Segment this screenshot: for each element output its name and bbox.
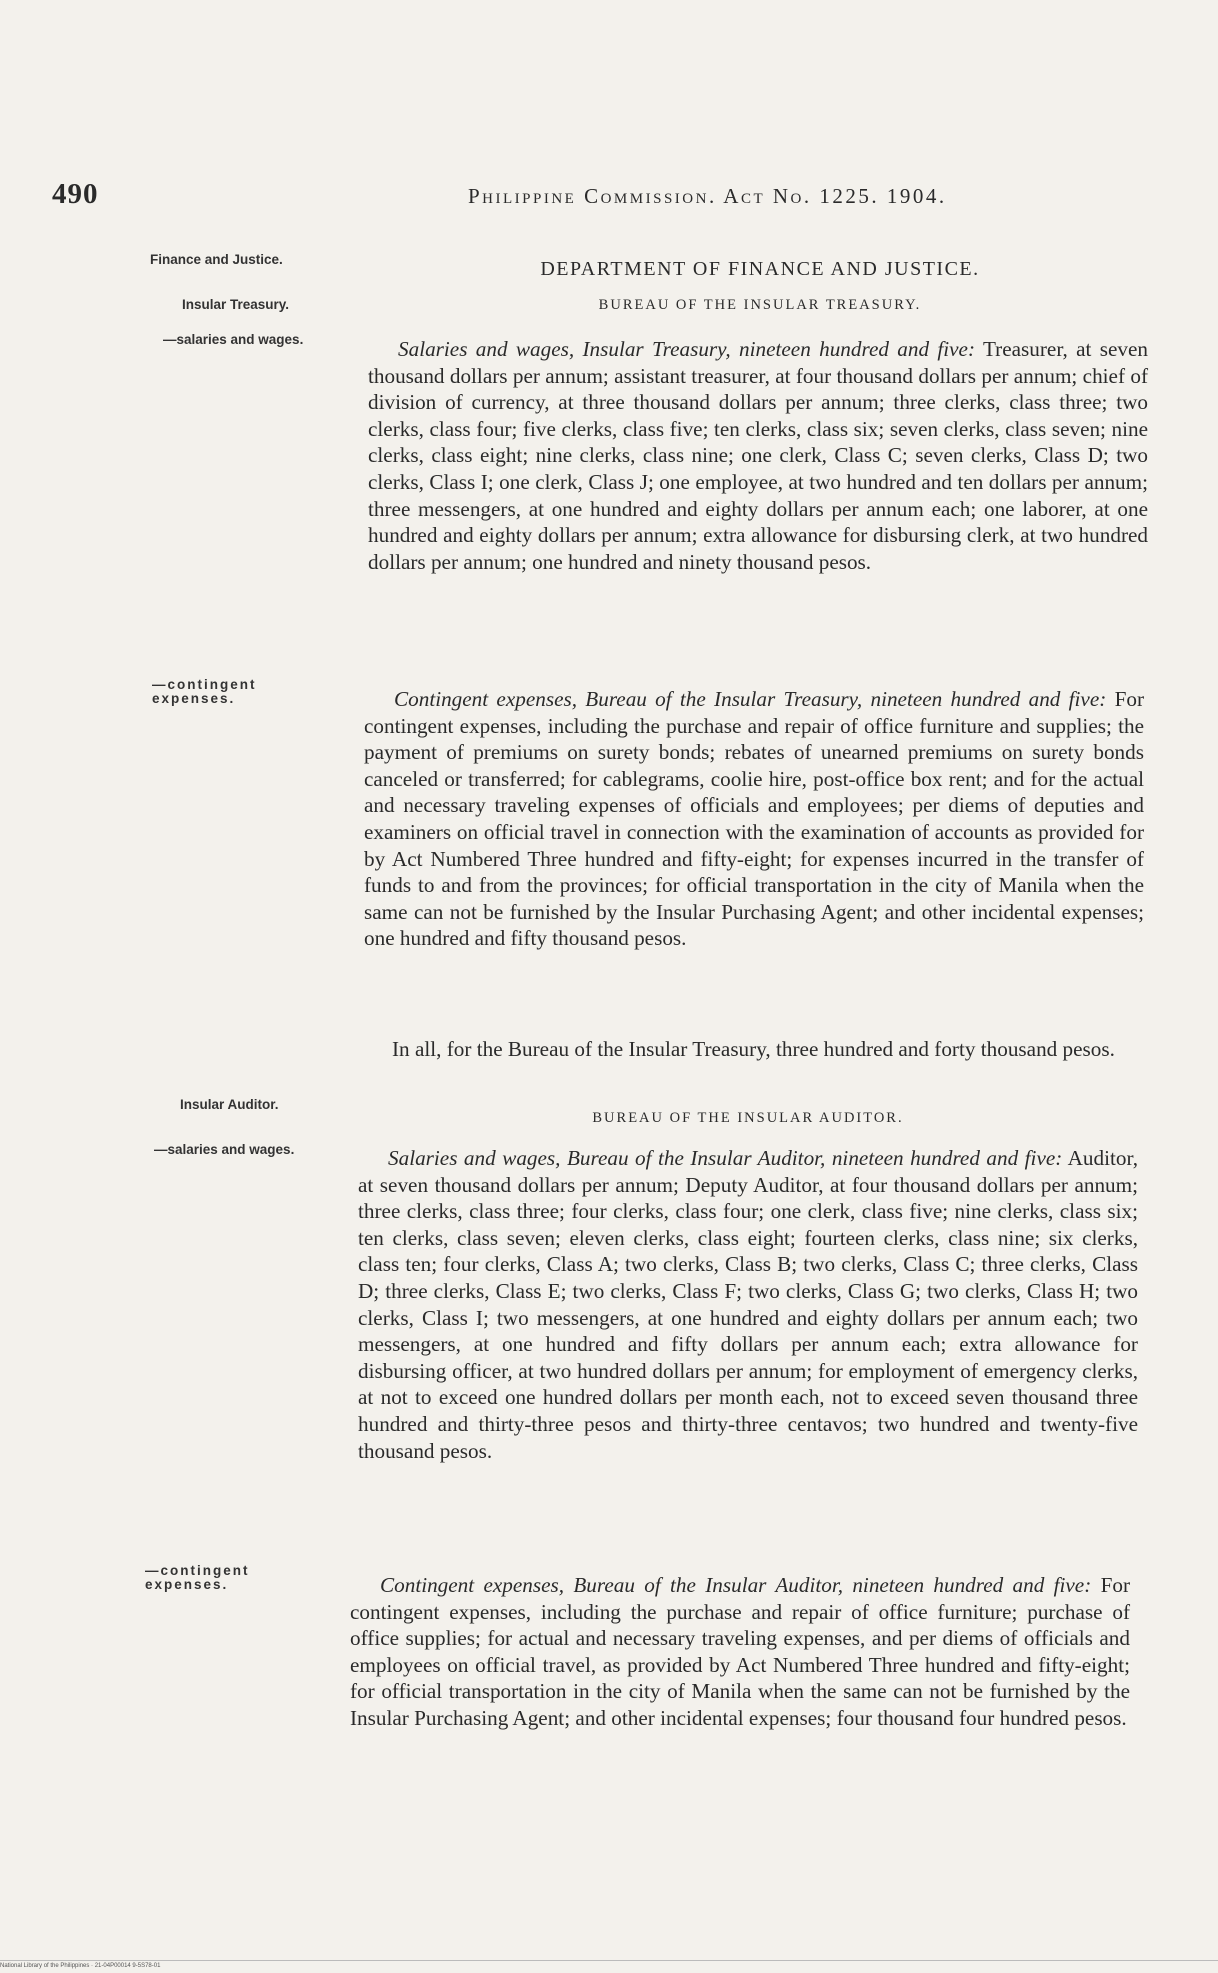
- paragraph-body: For contingent expenses, including the purchase and repair of office furniture; purchase of office supplies; for actual and necessary traveling expenses, and per diems of officials and employees on official travel, as provided by Act Numbered Three hundred and fifty-eight; for official transportation in the city of Manila when the same can not be furnished by the Insular Purchasing Agent; and other incidental expenses; four thousand four hundred pesos.: [350, 1573, 1130, 1730]
- treasury-total-paragraph: In all, for the Bureau of the Insular Treasury, three hundred and forty thousand pesos.: [392, 1037, 1115, 1061]
- page-number: 490: [52, 178, 99, 210]
- running-head: Philippine Commission. Act No. 1225. 1904.: [468, 184, 947, 208]
- margin-note-salaries-wages: —salaries and wages.: [154, 1142, 295, 1157]
- paragraph-lead: Salaries and wages, Bureau of the Insular Auditor, nineteen hundred and five:: [388, 1146, 1063, 1170]
- footer-credit: National Library of the Philippines · 21-04P00014 9-5S78-01: [0, 1963, 161, 1969]
- treasury-contingent-paragraph: [364, 686, 1144, 952]
- margin-note-contingent-expenses: —contingent expenses.: [145, 1563, 250, 1592]
- treasury-salaries-paragraph: [368, 336, 1148, 575]
- paragraph-body: Auditor, at seven thousand dollars per annum; Deputy Auditor, at four thousand dollars per annum; three clerks, class three; four clerks, class four; one clerk, class five; nine clerks, class six; ten clerks, class seven; eleven clerks, class eight; fourteen clerks, class nine; six clerks, class ten; four clerks, Class A; two clerks, Class B; two clerks, Class C; three clerks, Class D; three clerks, Class E; two clerks, Class F; two clerks, Class G; two clerks, Class H; two clerks, Class I; two messengers, at one hundred and eighty dollars per annum each; two messengers, at one hundred and fifty dollars per annum each; extra allowance for disbursing officer, at two hundred dollars per annum; for employment of emergency clerks, at not to exceed one hundred dollars per month each, not to exceed seven thousand three hundred and thirty-three pesos and thirty-three centavos; two hundred and twenty-five thousand pesos.: [358, 1146, 1138, 1463]
- paragraph-body: Treasurer, at seven thousand dollars per annum; assistant treasurer, at four thousand dollars per annum; chief of division of currency, at three thousand dollars per annum; three clerks, class three; two clerks, class four; five clerks, class five; ten clerks, class six; seven clerks, class seven; nine clerks, class eight; nine clerks, class nine; one clerk, Class C; seven clerks, Class D; two clerks, Class I; one clerk, Class J; one employee, at two hundred and ten dollars per annum; three messengers, at one hundred and eighty dollars per annum each; one laborer, at one hundred and eighty dollars per annum; extra allowance for disbursing clerk, at two hundred dollars per annum; one hundred and ninety thousand pesos.: [368, 337, 1148, 574]
- margin-note-insular-auditor: Insular Auditor.: [180, 1097, 279, 1112]
- auditor-salaries-paragraph: [358, 1145, 1138, 1464]
- paragraph-lead: Salaries and wages, Insular Treasury, nineteen hundred and five:: [398, 337, 976, 361]
- auditor-bureau-heading: BUREAU OF THE INSULAR AUDITOR.: [592, 1110, 904, 1126]
- margin-note-finance-justice: Finance and Justice.: [150, 252, 283, 267]
- paragraph-lead: Contingent expenses, Bureau of the Insular Treasury, nineteen hundred and five:: [394, 687, 1107, 711]
- paragraph-body: For contingent expenses, including the purchase and repair of office furniture and supplies; the payment of premiums on surety bonds; rebates of unearned premiums on surety bonds canceled or transferred; for cablegrams, coolie hire, post-office box rent; and for the actual and necessary traveling expenses of officials and employees; per diems of deputies and examiners on official travel in connection with the examination of accounts as provided for by Act Numbered Three hundred and fifty-eight; for expenses incurred in the transfer of funds to and from the provinces; for official transportation in the city of Manila when the same can not be furnished by the Insular Purchasing Agent; and other incidental expenses; one hundred and fifty thousand pesos.: [364, 687, 1144, 951]
- margin-note-contingent-expenses: —contingent expenses.: [152, 677, 257, 706]
- paragraph-lead: Contingent expenses, Bureau of the Insular Auditor, nineteen hundred and five:: [380, 1573, 1092, 1597]
- auditor-contingent-paragraph: [350, 1572, 1130, 1732]
- margin-note-insular-treasury: Insular Treasury.: [182, 297, 290, 312]
- department-heading: DEPARTMENT OF FINANCE AND JUSTICE.: [540, 258, 980, 280]
- footer-rule: [0, 1960, 1218, 1961]
- treasury-bureau-heading: BUREAU OF THE INSULAR TREASURY.: [598, 297, 922, 313]
- margin-note-salaries-wages: —salaries and wages.: [163, 332, 304, 347]
